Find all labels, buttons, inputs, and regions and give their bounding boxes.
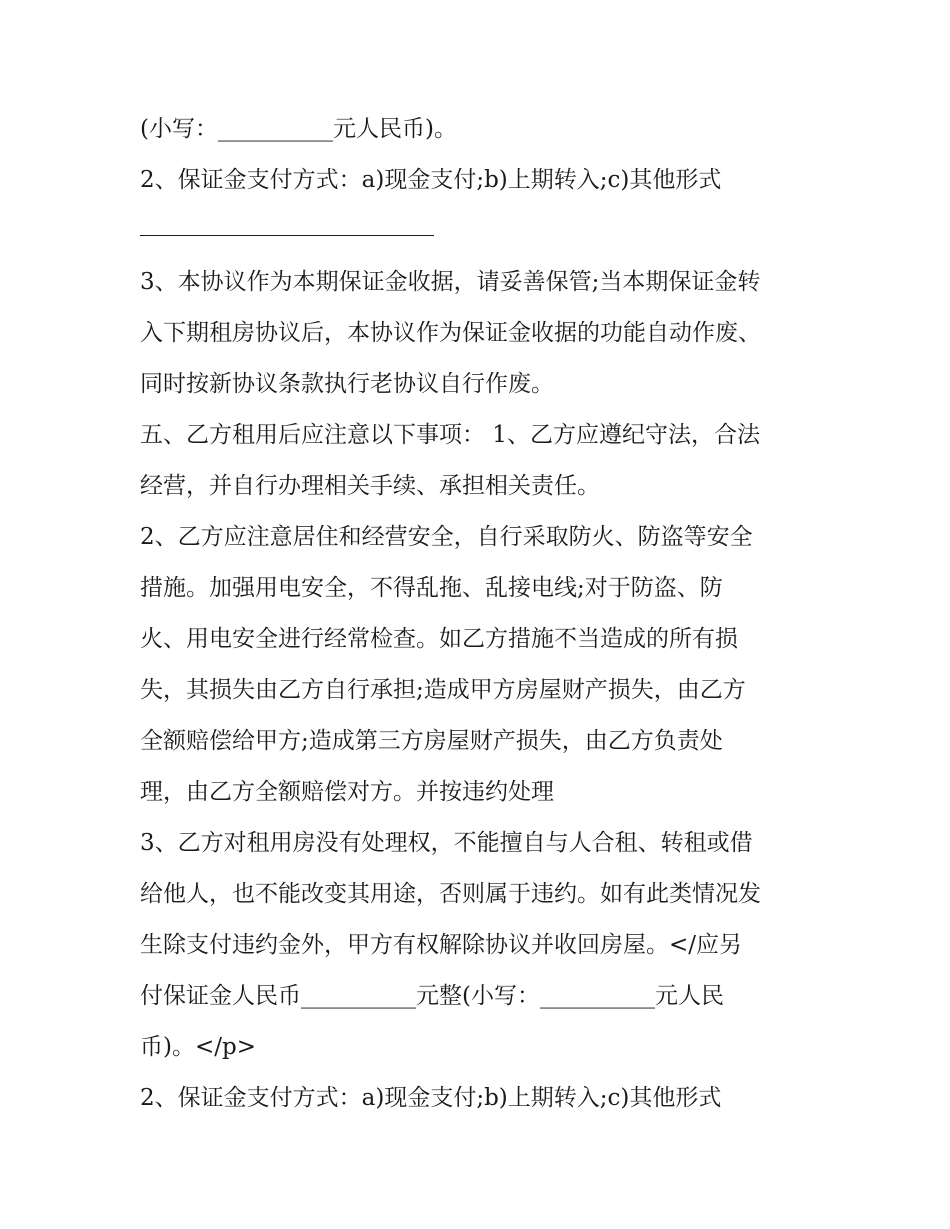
text-line: 2、保证金支付方式：a)现金支付;b)上期转入;c)其他形式 [140, 167, 722, 193]
text-line: 经营，并自行办理相关手续、承担相关责任。 [140, 473, 600, 499]
blank-underline [140, 235, 434, 236]
text-line: 措施。加强用电安全，不得乱拖、乱接电线;对于防盗、防 [140, 575, 723, 601]
text-line: 理，由乙方全额赔偿对方。并按违约处理 [140, 779, 554, 805]
fill-in-blank-line [140, 206, 820, 257]
text-line: 火、用电安全进行经常检查。如乙方措施不当造成的所有损 [140, 626, 738, 652]
text-line: 生除支付违约金外，甲方有权解除协议并收回房屋。</应另 [140, 932, 743, 958]
text-line: 入下期租房协议后，本协议作为保证金收据的功能自动作废、 [140, 320, 761, 346]
text-line: 2、保证金支付方式：a)现金支付;b)上期转入;c)其他形式 [140, 1085, 722, 1111]
text-line: 全额赔偿给甲方;造成第三方房屋财产损失，由乙方负责处 [140, 728, 723, 754]
text-line: 币)。</p> [140, 1034, 256, 1060]
text-line: 给他人，也不能改变其用途，否则属于违约。如有此类情况发 [140, 881, 761, 907]
text-line: 3、本协议作为本期保证金收据，请妥善保管;当本期保证金转 [140, 269, 761, 295]
text-line: 付保证金人民币__________元整(小写：__________元人民 [140, 983, 724, 1009]
document-body [140, 104, 820, 1124]
text-line: 五、乙方租用后应注意以下事项： 1、乙方应遵纪守法，合法 [140, 422, 760, 448]
text-line: 失，其损失由乙方自行承担;造成甲方房屋财产损失，由乙方 [140, 677, 746, 703]
text-line: 3、乙方对租用房没有处理权，不能擅自与人合租、转租或借 [140, 830, 753, 856]
text-line: (小写：__________元人民币)。 [140, 116, 457, 142]
text-line: 2、乙方应注意居住和经营安全，自行采取防火、防盗等安全 [140, 524, 753, 550]
text-line: 同时按新协议条款执行老协议自行作废。 [140, 371, 554, 397]
